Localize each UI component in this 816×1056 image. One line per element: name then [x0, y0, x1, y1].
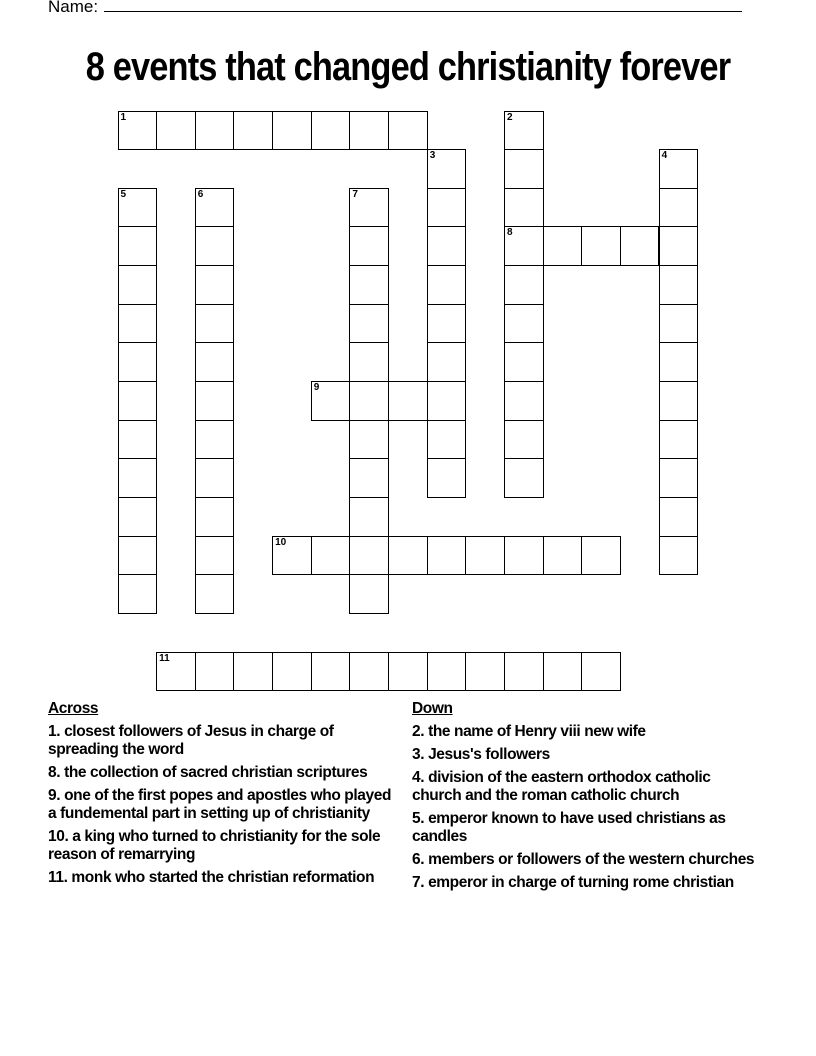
grid-cell[interactable] [504, 188, 544, 228]
clue-text: emperor in charge of turning rome christian [428, 874, 734, 891]
clue-number: 10. [48, 828, 69, 845]
grid-cell[interactable] [195, 574, 235, 614]
cell-number: 4 [661, 150, 668, 162]
grid-cell[interactable] [388, 381, 428, 421]
grid-cell[interactable] [195, 111, 235, 151]
grid-cell[interactable] [388, 536, 428, 576]
grid-cell[interactable] [233, 111, 273, 151]
down-heading: Down [412, 700, 453, 717]
grid-cell[interactable] [349, 574, 389, 614]
grid-cell[interactable] [427, 226, 467, 266]
clue-across-8 [48, 764, 393, 782]
grid-cell[interactable] [427, 342, 467, 382]
grid-cell[interactable] [427, 458, 467, 498]
grid-cell[interactable] [195, 536, 235, 576]
grid-cell[interactable] [543, 652, 583, 692]
clue-number: 3. [412, 746, 425, 763]
grid-cell[interactable] [427, 381, 467, 421]
grid-cell[interactable] [659, 458, 699, 498]
grid-cell[interactable] [195, 381, 235, 421]
page-title: 8 events that changed christianity forever [85, 45, 731, 89]
grid-cell[interactable] [504, 652, 544, 692]
clue-across-11 [48, 869, 393, 887]
grid-cell[interactable] [427, 304, 467, 344]
cell-number: 5 [120, 188, 127, 200]
clue-down-3 [412, 746, 757, 764]
grid-cell[interactable] [427, 420, 467, 460]
clue-number: 1. [48, 723, 61, 740]
grid-cell[interactable] [195, 304, 235, 344]
clue-text: monk who started the christian reformation [71, 869, 375, 886]
clue-number: 8. [48, 764, 61, 781]
clue-number: 4. [412, 769, 425, 786]
grid-cell[interactable] [118, 420, 158, 460]
grid-cell[interactable] [659, 149, 699, 189]
grid-cell[interactable] [233, 652, 273, 692]
clue-across-1 [48, 723, 393, 759]
grid-cell[interactable] [272, 652, 312, 692]
grid-cell[interactable] [118, 458, 158, 498]
grid-cell[interactable] [504, 420, 544, 460]
grid-cell[interactable] [504, 536, 544, 576]
grid-cell[interactable] [427, 536, 467, 576]
grid-cell[interactable] [311, 652, 351, 692]
grid-cell[interactable] [504, 265, 544, 305]
grid-cell[interactable] [581, 652, 621, 692]
across-clues [48, 700, 393, 892]
grid-cell[interactable] [118, 304, 158, 344]
grid-cell[interactable] [659, 342, 699, 382]
grid-cell[interactable] [504, 381, 544, 421]
grid-cell[interactable] [118, 265, 158, 305]
clue-text: members or followers of the western churches [428, 851, 755, 868]
grid-cell[interactable] [349, 304, 389, 344]
clue-text: closest followers of Jesus in charge of spreading the word [48, 723, 334, 758]
grid-cell[interactable] [118, 536, 158, 576]
clue-text: emperor known to have used christians as candles [412, 810, 726, 845]
grid-cell[interactable] [195, 458, 235, 498]
grid-cell[interactable] [504, 226, 544, 266]
grid-cell[interactable] [427, 265, 467, 305]
grid-cell[interactable] [195, 420, 235, 460]
grid-cell[interactable] [118, 497, 158, 537]
grid-cell[interactable] [504, 304, 544, 344]
grid-cell[interactable] [659, 536, 699, 576]
grid-cell[interactable] [349, 188, 389, 228]
clue-text: the name of Henry viii new wife [428, 723, 646, 740]
grid-cell[interactable] [195, 342, 235, 382]
clue-across-9 [48, 787, 393, 823]
grid-cell[interactable] [118, 111, 158, 151]
grid-cell[interactable] [349, 458, 389, 498]
grid-cell[interactable] [427, 188, 467, 228]
grid-cell[interactable] [659, 497, 699, 537]
grid-cell[interactable] [659, 304, 699, 344]
grid-cell[interactable] [349, 265, 389, 305]
grid-cell[interactable] [272, 111, 312, 151]
grid-cell[interactable] [659, 420, 699, 460]
cell-number: 7 [352, 188, 358, 200]
clue-number: 11. [48, 869, 68, 886]
grid-cell[interactable] [581, 226, 621, 266]
clue-number: 6. [412, 851, 425, 868]
grid-cell[interactable] [659, 226, 699, 266]
clue-number: 2. [412, 723, 425, 740]
clue-text: the collection of sacred christian scriptures [64, 764, 368, 781]
grid-cell[interactable] [659, 265, 699, 305]
grid-cell[interactable] [349, 226, 389, 266]
grid-cell[interactable] [388, 111, 428, 151]
down-clues [412, 700, 757, 897]
grid-cell[interactable] [311, 111, 351, 151]
grid-cell[interactable] [427, 149, 467, 189]
cell-number: 3 [429, 150, 436, 162]
cell-number: 2 [507, 111, 513, 123]
across-clue-list [48, 723, 393, 887]
grid-cell[interactable] [195, 226, 235, 266]
grid-cell[interactable] [543, 226, 583, 266]
clue-down-6 [412, 851, 757, 869]
clue-down-2 [412, 723, 757, 741]
down-clue-list [412, 723, 757, 892]
grid-cell[interactable] [349, 497, 389, 537]
grid-cell[interactable] [118, 381, 158, 421]
grid-cell[interactable] [195, 188, 235, 228]
clue-down-7 [412, 874, 757, 892]
grid-cell[interactable] [349, 536, 389, 576]
grid-cell[interactable] [465, 652, 505, 692]
grid-cell[interactable] [156, 652, 196, 692]
grid-cell[interactable] [349, 111, 389, 151]
grid-cell[interactable] [427, 652, 467, 692]
cell-number: 8 [507, 227, 513, 239]
grid-cell[interactable] [195, 652, 235, 692]
grid-cell[interactable] [504, 458, 544, 498]
clue-down-4 [412, 769, 757, 805]
grid-cell[interactable] [543, 536, 583, 576]
grid-cell[interactable] [156, 111, 196, 151]
grid-cell[interactable] [388, 652, 428, 692]
grid-cell[interactable] [195, 497, 235, 537]
across-heading: Across [48, 700, 99, 717]
grid-cell[interactable] [118, 226, 158, 266]
grid-cell[interactable] [581, 536, 621, 576]
grid-cell[interactable] [349, 342, 389, 382]
cell-number: 11 [159, 652, 170, 664]
grid-cell[interactable] [504, 149, 544, 189]
grid-cell[interactable] [195, 265, 235, 305]
clue-text: Jesus's followers [428, 746, 550, 763]
grid-cell[interactable] [272, 536, 312, 576]
clue-text: one of the first popes and apostles who played a fundemental part in setting up of christianity [48, 787, 392, 822]
grid-cell[interactable] [118, 188, 158, 228]
clue-text: a king who turned to christianity for the sole reason of remarrying [48, 828, 381, 863]
grid-cell[interactable] [118, 574, 158, 614]
grid-cell[interactable] [504, 111, 544, 151]
grid-cell[interactable] [349, 652, 389, 692]
grid-cell[interactable] [659, 188, 699, 228]
grid-cell[interactable] [311, 381, 351, 421]
cell-number: 9 [313, 382, 320, 394]
clue-number: 9. [48, 787, 61, 804]
clue-down-5 [412, 810, 757, 846]
grid-cell[interactable] [311, 536, 351, 576]
grid-cell[interactable] [659, 381, 699, 421]
cell-number: 1 [120, 111, 127, 123]
clue-number: 5. [412, 810, 425, 827]
name-label: Name: [48, 0, 99, 16]
grid-cell[interactable] [349, 420, 389, 460]
grid-cell[interactable] [620, 226, 660, 266]
grid-cell[interactable] [465, 536, 505, 576]
clue-text: division of the eastern orthodox catholic church and the roman catholic church [412, 769, 711, 804]
grid-cell[interactable] [349, 381, 389, 421]
grid-cell[interactable] [504, 342, 544, 382]
grid-cell[interactable] [118, 342, 158, 382]
clue-across-10 [48, 828, 393, 864]
cell-number: 6 [197, 188, 204, 200]
cell-number: 10 [275, 536, 287, 548]
clue-number: 7. [412, 874, 425, 891]
